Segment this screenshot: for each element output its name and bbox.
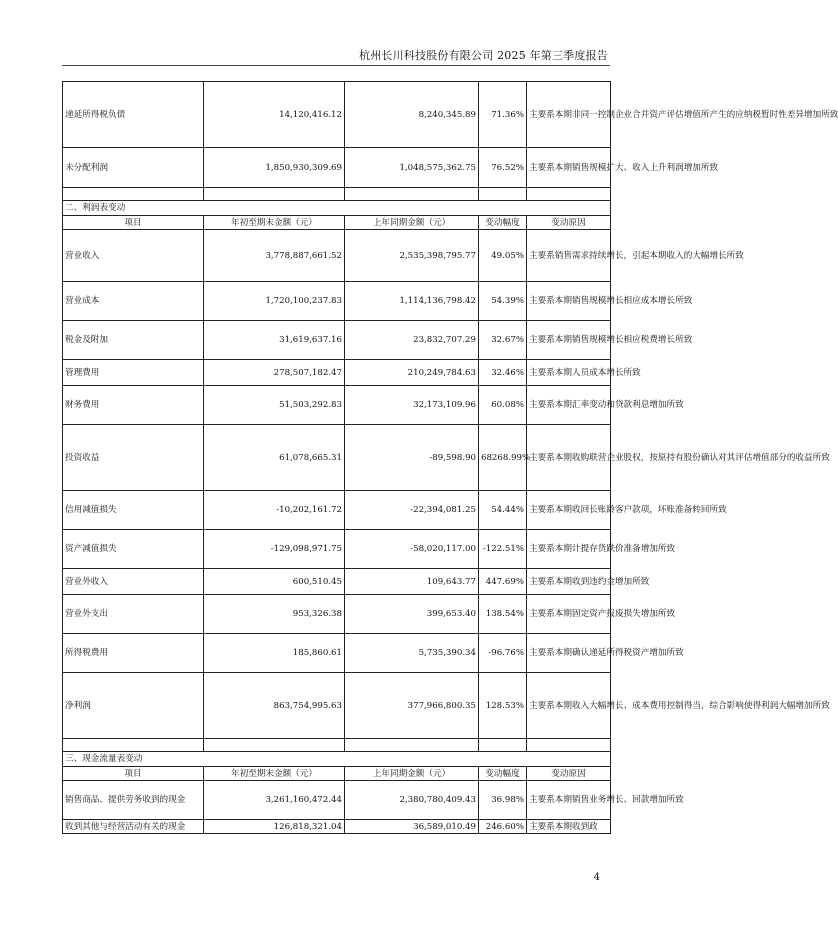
section-title-row [63, 201, 611, 216]
row-current: 61,078,665.31 [204, 425, 345, 491]
row-current: 51,503,292.83 [204, 386, 345, 425]
table-row [63, 425, 611, 491]
row-current: 14,120,416.12 [204, 82, 345, 148]
row-change: 49.05% [479, 230, 527, 282]
table-row [63, 820, 611, 834]
row-previous: 8,240,345.89 [345, 82, 479, 148]
table-row [63, 360, 611, 386]
table-row [63, 148, 611, 188]
table-row [63, 634, 611, 673]
row-reason: 主要系销售需求持续增长，引起本期收入的大幅增长所致 [527, 230, 611, 282]
row-reason: 主要系本期确认递延所得税资产增加所致 [527, 634, 611, 673]
table-row [63, 491, 611, 530]
financial-changes-table [62, 81, 838, 834]
column-header-reason: 变动原因 [527, 216, 611, 230]
row-item: 净利润 [63, 673, 204, 739]
page-header: 杭州长川科技股份有限公司 2025 年第三季度报告 [359, 49, 608, 62]
row-change: 246.60% [479, 820, 527, 834]
table-row [63, 321, 611, 360]
column-header-previous: 上年同期金额（元） [345, 767, 479, 781]
row-current: 953,326.38 [204, 595, 345, 634]
row-current: 3,261,160,472.44 [204, 781, 345, 820]
row-current: 1,850,930,309.69 [204, 148, 345, 188]
table-row [63, 282, 611, 321]
section-title-row [63, 752, 611, 767]
column-header-current: 年初至期末金额（元） [204, 767, 345, 781]
row-previous: 399,653.40 [345, 595, 479, 634]
row-change: 36.98% [479, 781, 527, 820]
row-change: 54.44% [479, 491, 527, 530]
row-change: 32.67% [479, 321, 527, 360]
row-previous: 5,735,390.34 [345, 634, 479, 673]
row-item: 收到其他与经营活动有关的现金 [63, 820, 204, 834]
blank-row [63, 188, 611, 201]
table-row [63, 82, 611, 148]
row-current: 3,778,887,661.52 [204, 230, 345, 282]
row-previous: 210,249,784.63 [345, 360, 479, 386]
row-reason: 主要系本期汇率变动和贷款利息增加所致 [527, 386, 611, 425]
column-header-change: 变动幅度 [479, 767, 527, 781]
table-row [63, 595, 611, 634]
column-header-row [63, 767, 611, 781]
row-item: 未分配利润 [63, 148, 204, 188]
row-current: 1,720,100,237.83 [204, 282, 345, 321]
row-change: -122.51% [479, 530, 527, 569]
row-reason: 主要系本期非同一控制企业合并资产评估增值所产生的应纳税暂时性差异增加所致 [527, 82, 611, 148]
row-item: 递延所得税负债 [63, 82, 204, 148]
row-current: 126,818,321.04 [204, 820, 345, 834]
row-item: 财务费用 [63, 386, 204, 425]
header-rule [62, 65, 610, 66]
row-previous: 1,048,575,362.75 [345, 148, 479, 188]
row-item: 税金及附加 [63, 321, 204, 360]
row-current: -129,098,971.75 [204, 530, 345, 569]
blank-row [63, 739, 611, 752]
row-item: 投资收益 [63, 425, 204, 491]
column-header-item: 项目 [63, 767, 204, 781]
row-change: 71.36% [479, 82, 527, 148]
row-previous: -58,020,117.00 [345, 530, 479, 569]
column-header-item: 项目 [63, 216, 204, 230]
row-change: 76.52% [479, 148, 527, 188]
row-item: 资产减值损失 [63, 530, 204, 569]
column-header-current: 年初至期末金额（元） [204, 216, 345, 230]
row-current: 278,507,182.47 [204, 360, 345, 386]
row-change: 60.08% [479, 386, 527, 425]
row-previous: 1,114,136,798.42 [345, 282, 479, 321]
row-current: -10,202,161.72 [204, 491, 345, 530]
row-reason: 主要系本期收回长账龄客户款项，坏账准备转回所致 [527, 491, 611, 530]
row-reason: 主要系本期销售规模扩大、收入上升利润增加所致 [527, 148, 611, 188]
row-previous: 23,832,707.29 [345, 321, 479, 360]
row-previous: -89,598.90 [345, 425, 479, 491]
table-row [63, 781, 611, 820]
row-item: 销售商品、提供劳务收到的现金 [63, 781, 204, 820]
row-change: 54.39% [479, 282, 527, 321]
row-item: 营业外支出 [63, 595, 204, 634]
column-header-change: 变动幅度 [479, 216, 527, 230]
row-item: 信用减值损失 [63, 491, 204, 530]
row-previous: 32,173,109.96 [345, 386, 479, 425]
table-row [63, 530, 611, 569]
column-header-row [63, 216, 611, 230]
row-previous: 36,589,010.49 [345, 820, 479, 834]
row-change: 32.46% [479, 360, 527, 386]
row-reason: 主要系本期收入大幅增长、成本费用控制得当，综合影响使得利润大幅增加所致 [527, 673, 611, 739]
row-previous: 2,380,780,409.43 [345, 781, 479, 820]
table-row [63, 386, 611, 425]
table-row [63, 230, 611, 282]
page-number: 4 [593, 872, 600, 883]
row-change: 447.69% [479, 569, 527, 595]
row-item: 营业外收入 [63, 569, 204, 595]
row-item: 管理费用 [63, 360, 204, 386]
column-header-previous: 上年同期金额（元） [345, 216, 479, 230]
row-previous: 377,966,800.35 [345, 673, 479, 739]
row-reason: 主要系本期收购联营企业股权，按原持有股份确认对其评估增值部分的收益所致 [527, 425, 611, 491]
row-change: -96.76% [479, 634, 527, 673]
row-change: 128.53% [479, 673, 527, 739]
row-change: 68268.99% [479, 425, 527, 491]
row-current: 863,754,995.63 [204, 673, 345, 739]
row-reason: 主要系本期收到违约金增加所致 [527, 569, 611, 595]
row-previous: 109,643.77 [345, 569, 479, 595]
row-current: 185,860.61 [204, 634, 345, 673]
table-row [63, 569, 611, 595]
row-item: 所得税费用 [63, 634, 204, 673]
row-item: 营业收入 [63, 230, 204, 282]
section-title-income: 二、利润表变动 [63, 201, 611, 216]
row-previous: 2,535,398,795.77 [345, 230, 479, 282]
row-change: 138.54% [479, 595, 527, 634]
column-header-reason: 变动原因 [527, 767, 611, 781]
row-previous: -22,394,081.25 [345, 491, 479, 530]
row-reason: 主要系本期固定资产报废损失增加所致 [527, 595, 611, 634]
row-reason: 主要系本期人员成本增长所致 [527, 360, 611, 386]
row-current: 31,619,637.16 [204, 321, 345, 360]
section-title-cashflow: 三、现金流量表变动 [63, 752, 611, 767]
row-reason: 主要系本期收到政 [527, 820, 611, 834]
row-reason: 主要系本期销售规模增长相应成本增长所致 [527, 282, 611, 321]
row-item: 营业成本 [63, 282, 204, 321]
row-current: 600,510.45 [204, 569, 345, 595]
row-reason: 主要系本期销售业务增长、回款增加所致 [527, 781, 611, 820]
row-reason: 主要系本期销售规模增长相应税费增长所致 [527, 321, 611, 360]
table-row [63, 673, 611, 739]
row-reason: 主要系本期计提存货跌价准备增加所致 [527, 530, 611, 569]
